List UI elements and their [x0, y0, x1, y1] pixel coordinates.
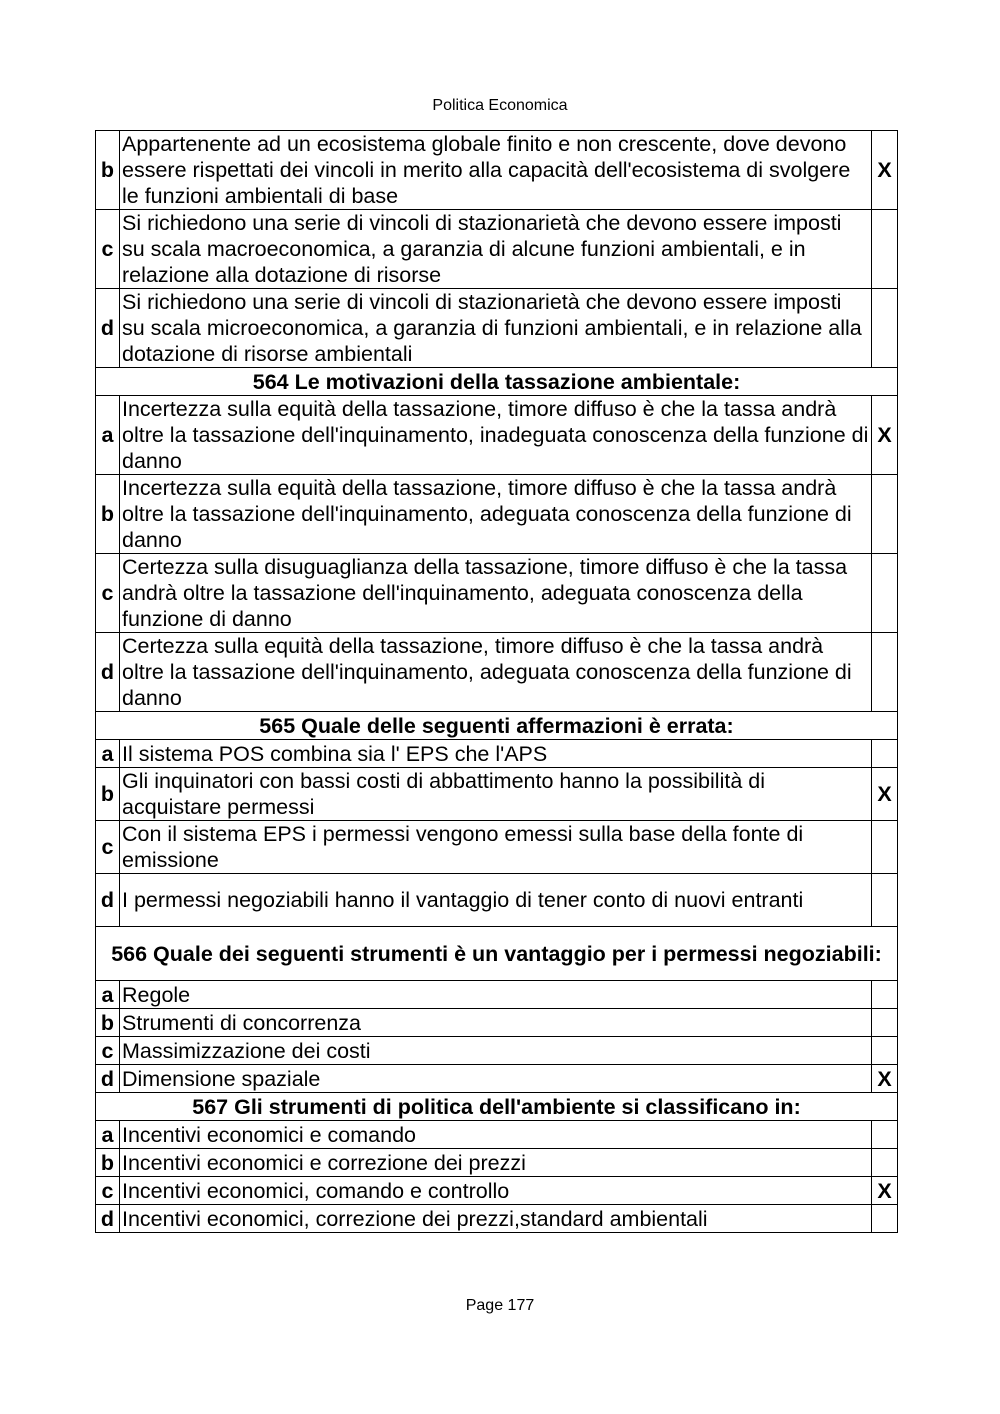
answer-letter: c — [96, 554, 120, 633]
answer-letter: a — [96, 396, 120, 475]
answer-row — [96, 768, 898, 821]
answer-row — [96, 874, 898, 927]
correct-mark — [872, 633, 898, 712]
question-row — [96, 712, 898, 740]
correct-mark: X — [872, 396, 898, 475]
correct-mark: X — [872, 131, 898, 210]
question-row — [96, 927, 898, 981]
answer-row — [96, 740, 898, 768]
answer-row — [96, 475, 898, 554]
answer-text: Strumenti di concorrenza — [120, 1009, 872, 1037]
page-header: Politica Economica — [432, 97, 568, 114]
correct-mark: X — [872, 1177, 898, 1205]
answer-text: Incentivi economici, comando e controllo — [120, 1177, 872, 1205]
answer-row — [96, 633, 898, 712]
answer-text: Certezza sulla equità della tassazione, timore diffuso è che la tassa andrà oltre la tassazione dell'inquinamento, adeguata conoscenza della funzione di danno — [120, 633, 872, 712]
answer-text: Il sistema POS combina sia l' EPS che l'APS — [120, 740, 872, 768]
answer-row — [96, 1121, 898, 1149]
answer-letter: c — [96, 1037, 120, 1065]
answer-letter: d — [96, 1205, 120, 1233]
answer-text: Si richiedono una serie di vincoli di stazionarietà che devono essere imposti su scala macroeconomica, a garanzia di alcune funzioni ambientali, e in relazione alla dotazione di risorse — [120, 210, 872, 289]
answer-letter: b — [96, 1149, 120, 1177]
answer-row — [96, 396, 898, 475]
question-text: 567 Gli strumenti di politica dell'ambiente si classificano in: — [96, 1093, 898, 1121]
answer-letter: b — [96, 475, 120, 554]
answer-row — [96, 1149, 898, 1177]
answer-text: Gli inquinatori con bassi costi di abbattimento hanno la possibilità di acquistare permessi — [120, 768, 872, 821]
answer-letter: d — [96, 874, 120, 927]
answer-letter: c — [96, 1177, 120, 1205]
answer-letter: c — [96, 210, 120, 289]
answer-letter: d — [96, 633, 120, 712]
answer-text: Si richiedono una serie di vincoli di stazionarietà che devono essere imposti su scala microeconomica, a garanzia di funzioni ambientali, e in relazione alla dotazione di risorse ambientali — [120, 289, 872, 368]
correct-mark: X — [872, 1065, 898, 1093]
answer-row — [96, 131, 898, 210]
answer-text: Incertezza sulla equità della tassazione, timore diffuso è che la tassa andrà oltre la tassazione dell'inquinamento, inadeguata conoscenza della funzione di danno — [120, 396, 872, 475]
answer-row — [96, 981, 898, 1009]
correct-mark — [872, 210, 898, 289]
answer-row — [96, 1205, 898, 1233]
answer-text: Dimensione spaziale — [120, 1065, 872, 1093]
answer-letter: c — [96, 821, 120, 874]
answer-text: Appartenente ad un ecosistema globale finito e non crescente, dove devono essere rispettati dei vincoli in merito alla capacità dell'ecosistema di svolgere le funzioni ambientali di base — [120, 131, 872, 210]
answer-letter: a — [96, 740, 120, 768]
quiz-table — [95, 130, 898, 1233]
answer-letter: d — [96, 289, 120, 368]
answer-row — [96, 821, 898, 874]
question-text: 564 Le motivazioni della tassazione ambientale: — [96, 368, 898, 396]
answer-letter: b — [96, 131, 120, 210]
correct-mark — [872, 1037, 898, 1065]
correct-mark — [872, 874, 898, 927]
question-text: 566 Quale dei seguenti strumenti è un vantaggio per i permessi negoziabili: — [96, 927, 898, 981]
answer-text: Con il sistema EPS i permessi vengono emessi sulla base della fonte di emissione — [120, 821, 872, 874]
answer-text: Incertezza sulla equità della tassazione, timore diffuso è che la tassa andrà oltre la tassazione dell'inquinamento, adeguata conoscenza della funzione di danno — [120, 475, 872, 554]
answer-row — [96, 289, 898, 368]
correct-mark: X — [872, 768, 898, 821]
answer-letter: d — [96, 1065, 120, 1093]
correct-mark — [872, 1149, 898, 1177]
correct-mark — [872, 821, 898, 874]
answer-text: Massimizzazione dei costi — [120, 1037, 872, 1065]
correct-mark — [872, 1121, 898, 1149]
question-row — [96, 368, 898, 396]
answer-text: Incentivi economici e comando — [120, 1121, 872, 1149]
question-row — [96, 1093, 898, 1121]
correct-mark — [872, 475, 898, 554]
correct-mark — [872, 1205, 898, 1233]
answer-row — [96, 1009, 898, 1037]
correct-mark — [872, 1009, 898, 1037]
answer-text: Regole — [120, 981, 872, 1009]
answer-letter: a — [96, 1121, 120, 1149]
answer-row — [96, 210, 898, 289]
correct-mark — [872, 981, 898, 1009]
answer-text: I permessi negoziabili hanno il vantaggio di tener conto di nuovi entranti — [120, 874, 872, 927]
correct-mark — [872, 554, 898, 633]
answer-letter: b — [96, 1009, 120, 1037]
answer-letter: a — [96, 981, 120, 1009]
answer-row — [96, 1037, 898, 1065]
answer-row — [96, 1177, 898, 1205]
answer-row — [96, 554, 898, 633]
answer-row — [96, 1065, 898, 1093]
question-text: 565 Quale delle seguenti affermazioni è errata: — [96, 712, 898, 740]
correct-mark — [872, 740, 898, 768]
correct-mark — [872, 289, 898, 368]
answer-text: Incentivi economici, correzione dei prezzi,standard ambientali — [120, 1205, 872, 1233]
page-number: Page 177 — [465, 1297, 535, 1314]
answer-letter: b — [96, 768, 120, 821]
answer-text: Incentivi economici e correzione dei prezzi — [120, 1149, 872, 1177]
answer-text: Certezza sulla disuguaglianza della tassazione, timore diffuso è che la tassa andrà oltre la tassazione dell'inquinamento, adeguata conoscenza della funzione di danno — [120, 554, 872, 633]
